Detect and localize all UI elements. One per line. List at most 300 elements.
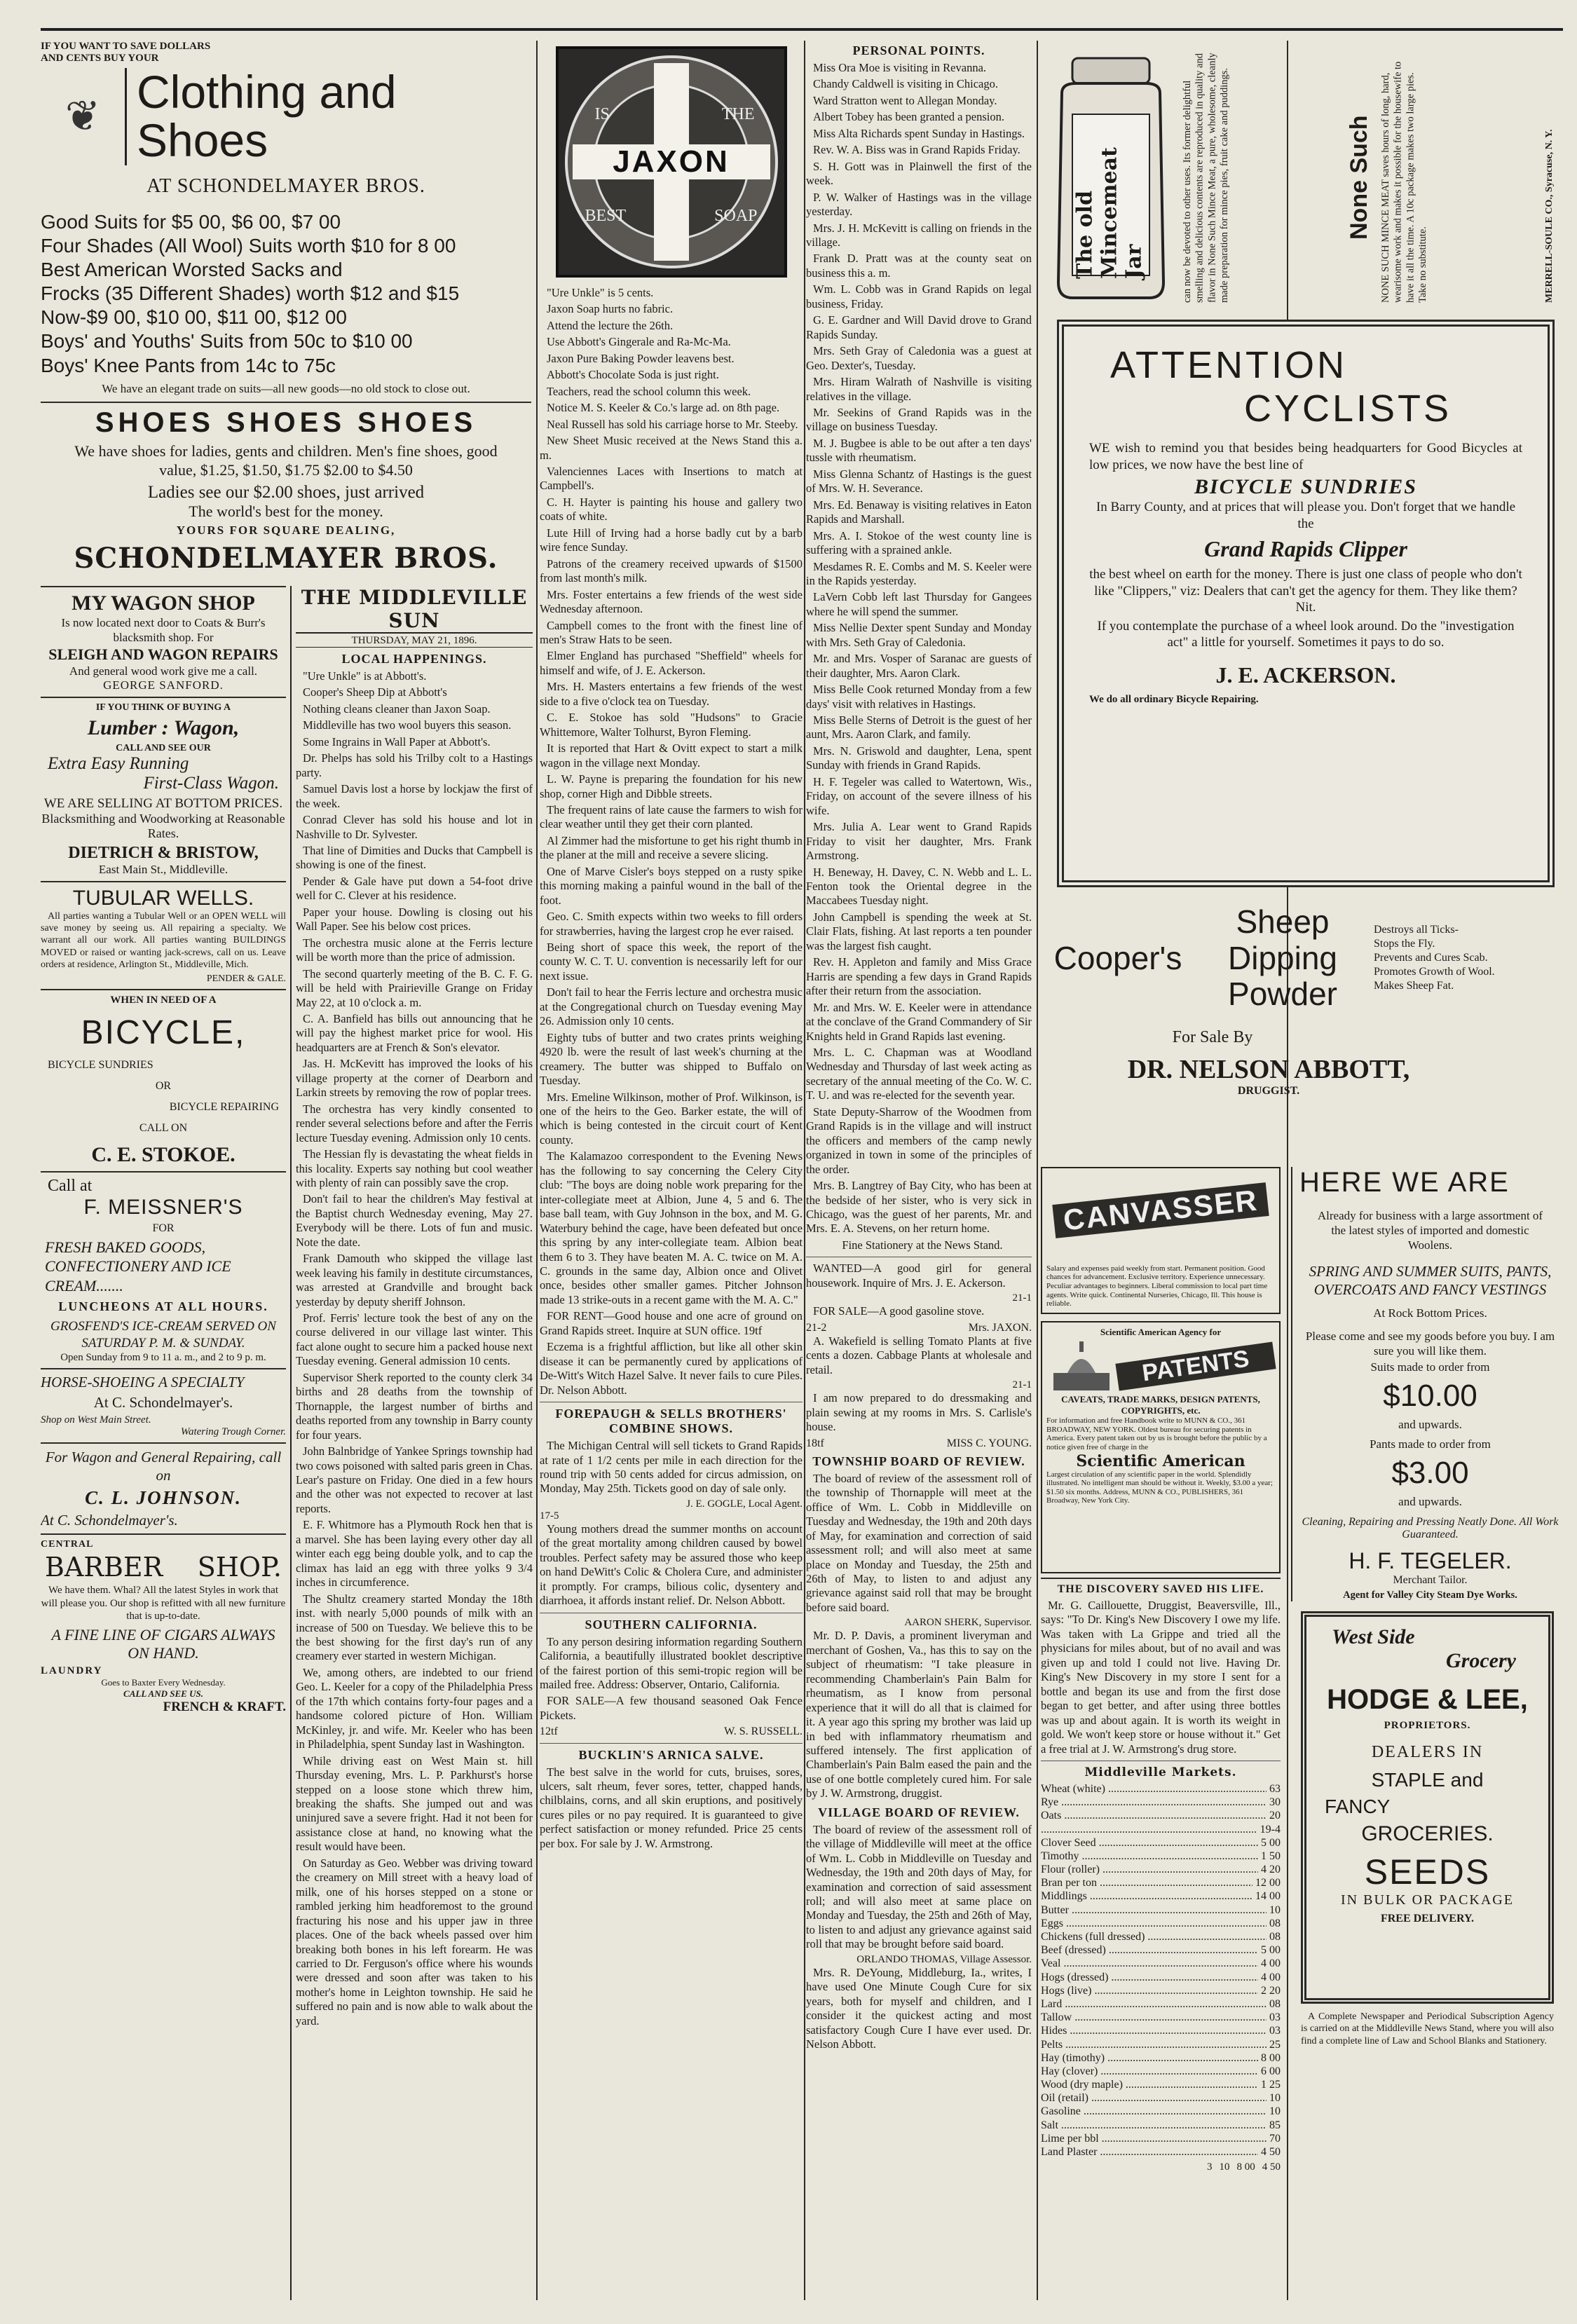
bicycle-intro: WHEN IN NEED OF A: [110, 994, 217, 1006]
tegeler-up-1: and upwards.: [1398, 1417, 1462, 1431]
meissner-name: F. MEISSNER'S: [83, 1195, 243, 1219]
news-item: Being short of space this week, the report of the county W. C. T. U. convention is necessarily left for our next issue.: [540, 941, 803, 983]
market-commodity: Beef (dressed) .....: [1041, 1943, 1258, 1957]
market-row: [1041, 2065, 1281, 2078]
local-item: Conrad Clever has sold his house and lot in Nashville to Dr. Sylvester.: [296, 813, 533, 841]
clothing-signature: SCHONDELMAYER BROS.: [74, 541, 498, 575]
local-item: The Hessian fly is devastating the wheat fields in this locality. Experts say nothing but cool weather with plenty of rain can possibly save the crop.: [296, 1147, 533, 1189]
bicycle-line-1: BICYCLE SUNDRIES: [48, 1058, 153, 1071]
tegeler-tailor: Merchant Tailor.: [1393, 1573, 1468, 1586]
market-price: 5 00: [1261, 1944, 1281, 1957]
market-price: 25: [1269, 2038, 1281, 2051]
shoes-text-2: Ladies see our $2.00 shoes, just arrived: [147, 482, 425, 502]
market-row: [1041, 1823, 1281, 1836]
market-price: 03: [1269, 2025, 1281, 2037]
market-commodity: Bran per ton .....: [1041, 1876, 1252, 1889]
market-price: 08: [1269, 1917, 1281, 1929]
market-price: 12 00: [1255, 1877, 1281, 1889]
shoes-text-3: The world's best for the money.: [189, 502, 383, 520]
market-price: 14 00: [1255, 1890, 1281, 1903]
market-price: 8 00: [1261, 2051, 1281, 2064]
clothing-title: Clothing and: [137, 66, 397, 118]
jaxon-the: THE: [721, 105, 755, 123]
deyoung-text: Mrs. R. DeYoung, Middleburg, Ia., writes, I have used One Minute Cough Cure for six years, both for myself and children, and I consider it the quickest acting and most satisfactory Cough Cure I have ever used. Dr. Nelson Abbott.: [806, 1965, 1032, 2051]
market-extra-nums: [1041, 2161, 1281, 2173]
discovery-text: Mr. G. Caillouette, Druggist, Beaversville, Ill., says: "To Dr. King's New Discovery I owe my life. Was taken with La Grippe and tried all the physicians for miles about, but of no avail and was given up and told I could not live. Having Dr. King's New Discovery in my store I sent for a bottle and began its use and from the first dose began to get better, and after using three bottles was up and about again. It is worth its weight in gold. We won't keep store or house without it." Get a free trial at J. W. Armstrong's drug store.: [1041, 1599, 1281, 1756]
sheep-title-3: Powder: [1228, 976, 1337, 1013]
market-row: [1041, 1809, 1281, 1822]
market-row: [1041, 2024, 1281, 2037]
patents-text-2: Largest circulation of any scientific paper in the world. Splendidly illustrated. No intelligent man should be without it. Weekly, $3.00 a year; $1.50 six months. Address, MUNN & CO., PUBLISHERS, 361 Broadway, New York City.: [1046, 1470, 1273, 1505]
local-item: The orchestra has very kindly consented to render several selections before and after the Ferris lecture Tuesday evening. Admission only 10 cents.: [296, 1102, 533, 1144]
personal-item: Ward Stratton went to Allegan Monday.: [813, 93, 997, 107]
personal-item: G. E. Gardner and Will David drove to Grand Rapids Sunday.: [806, 313, 1032, 341]
price-line: Now-$9 00, $10 00, $11 00, $12 00: [41, 306, 347, 329]
bicycle-line-4: CALL ON: [139, 1121, 188, 1134]
market-row: [1041, 1863, 1281, 1876]
clothing-intro-1: IF YOU WANT TO SAVE DOLLARS: [41, 41, 211, 52]
market-commodity: Chickens (full dressed) .....: [1041, 1930, 1267, 1943]
local-item: Some Ingrains in Wall Paper at Abbott's.: [303, 734, 491, 749]
bicycle-ad: [41, 994, 286, 1167]
market-price: 10: [1269, 2092, 1281, 2105]
grocery-prop: PROPRIETORS.: [1384, 1719, 1471, 1731]
news-item: FOR RENT—Good house and one acre of ground on Grand Rapids street. Inquire at SUN office. 19tf: [540, 1309, 803, 1337]
news-item: Use Abbott's Gingerale and Ra-Mc-Ma.: [547, 335, 731, 349]
market-row: [1041, 1984, 1281, 1997]
market-commodity: Rye .....: [1041, 1796, 1267, 1809]
market-price: 19-4: [1259, 1823, 1281, 1836]
news-item: "Ure Unkle" is 5 cents.: [547, 286, 654, 299]
barber-title-2: SHOP.: [197, 1552, 282, 1583]
market-price: 10: [1269, 1903, 1281, 1916]
tegeler-suits-from: Suits made to order from: [1370, 1360, 1490, 1374]
personal-item: John Campbell is spending the week at St. Clair Flats, fishing. At last reports a ten pounder was the largest fish caught.: [806, 910, 1032, 952]
stationery-text: Fine Stationery at the News Stand.: [842, 1238, 1003, 1252]
market-price: 4 20: [1261, 1864, 1281, 1876]
news-item: Mrs. Foster entertains a few friends of the west side Wednesday afternoon.: [540, 587, 803, 616]
local-item: Cooper's Sheep Dip at Abbott's: [303, 685, 447, 699]
news-item: Campbell comes to the front with the finest line of men's Straw Hats to be seen.: [540, 618, 803, 646]
masthead-date: THURSDAY, MAY 21, 1896.: [296, 635, 533, 648]
personal-item: Albert Tobey has been granted a pension.: [813, 110, 1004, 124]
local-happenings-list: [296, 669, 533, 2028]
market-price: 1 50: [1261, 1850, 1281, 1862]
lumber-address: East Main St., Middleville.: [98, 862, 228, 876]
lumber-line-2: First-Class Wagon.: [143, 773, 279, 793]
personal-item: Miss Ora Moe is visiting in Revanna.: [813, 61, 987, 74]
price-line: Frocks (35 Different Shades) worth $12 and $15: [41, 282, 460, 305]
market-commodity: Oil (retail) .....: [1041, 2091, 1267, 2105]
forepaugh-sign: J. E. GOGLE, Local Agent.: [686, 1498, 803, 1510]
jaxon-ad: [556, 46, 787, 278]
market-row: [1041, 1889, 1281, 1903]
local-item: On Saturday as Geo. Webber was driving toward the creamery on Mill street with a heavy load of milk, one of his horses stepped on a stone or rambled jerking him headforemost to the ground fracturing his nose and his upper jaw in three places. One of the back wheels passed over him breaking both bones in his left forearm. He was carried to Dr. Ferguson's office where his wounds were dressed and soon after was taken to his mother's home in Leighton township. He said he suffered no pain and is now able to walk about the yard.: [296, 1856, 533, 2028]
market-price: 08: [1269, 1997, 1281, 2010]
lumber-wagon-ad: [41, 702, 286, 877]
news-item: Jaxon Pure Baking Powder leavens best.: [547, 351, 735, 365]
local-item: The orchestra music alone at the Ferris lecture will be worth more than the price of admission.: [296, 936, 533, 964]
market-price: 4 00: [1261, 1957, 1281, 1970]
personal-item: Mr. Seekins of Grand Rapids was in the village on business Tuesday.: [806, 405, 1032, 434]
tubular-title: TUBULAR WELLS.: [72, 886, 254, 910]
news-item: Teachers, read the school column this week.: [547, 384, 751, 398]
price-line: Four Shades (All Wool) Suits worth $10 for 8 00: [41, 234, 456, 257]
barber-laundry-text: Goes to Baxter Every Wednesday.: [101, 1676, 226, 1688]
discovery-heading: THE DISCOVERY SAVED HIS LIFE.: [1057, 1583, 1264, 1595]
johnson-name: C. L. JOHNSON.: [85, 1487, 242, 1509]
market-extra-num: 3: [1207, 2161, 1213, 2173]
news-item: Valenciennes Laces with Insertions to match at Campbell's.: [540, 464, 803, 493]
market-row: [1041, 2119, 1281, 2132]
personal-item: Mrs. Ed. Benaway is visiting relatives in Eaton Rapids and Marshall.: [806, 498, 1032, 526]
canvasser-title: CANVASSER: [1052, 1182, 1269, 1238]
meissner-ad: [41, 1177, 286, 1364]
market-row: [1041, 1957, 1281, 1970]
sheep-title-1: Sheep: [1236, 904, 1330, 940]
wagon-shop-ad: [41, 592, 286, 692]
market-commodity: Salt .....: [1041, 2119, 1267, 2132]
column-5-lower: [1291, 1167, 1561, 2300]
village-text: The board of review of the assessment roll of the village of Middleville will meet at the office of Wm. L. Cobb in Middleville on Tuesday and Wednesday, the 19th and 20th days of May, for examination and correction of said assessment roll; and will also meet at same place on Monday and Tuesday, the 25th and 26th of May, to listen to and adjust any grievance against said roll that may be brought before said board.: [806, 1822, 1032, 1951]
market-commodity: Eggs .....: [1041, 1917, 1267, 1930]
news-item: Lute Hill of Irving had a horse badly cut by a barb wire fence Sunday.: [540, 526, 803, 554]
grocery-title-2: Grocery: [1446, 1648, 1516, 1672]
market-price: 30: [1269, 1796, 1281, 1809]
lumber-line-1: Extra Easy Running: [48, 753, 189, 773]
price-line: Good Suits for $5 00, $6 00, $7 00: [41, 210, 341, 233]
wagon-shop-sign: GEORGE SANFORD.: [103, 678, 224, 692]
johnson-line: For Wagon and General Repairing, call on: [45, 1448, 282, 1484]
sheep-use: Prevents and Cures Scab.: [1374, 952, 1488, 964]
tubular-wells-ad: [41, 887, 286, 985]
market-row: [1041, 2051, 1281, 2065]
personal-item: State Deputy-Sharrow of the Woodmen from Grand Rapids is in the village and will instruct the officers and members of the camp newly organized in town in some of the principles of the order.: [806, 1105, 1032, 1176]
news-item: The Kalamazoo correspondent to the Evening News has the following to say concerning the Celery City club: "The boys are doing noble work preparing for the inter-collegiate meet at Albion, June 4, 5 and 6. The base ball team, with Guy Johnson in the box, and M. G. Waterbury behind the cage, have been defeated but once this spring by any inter-collegiate team. Albion beat them 6 to 3. They have beaten M. A. C. twice on M. A. C. grounds in the same day, Albion once and Olivet once, besides other smaller games. Pitcher Johnson made 13 strike-outs in a recent game with the M. A. C.": [540, 1149, 803, 1306]
forepaugh-text: The Michigan Central will sell tickets to Grand Rapids at rate of 1 1/2 cents per mile in each direction for the round trip with 50 cents added for circus admission, on Monday, May 25th. Tickets good on day of sale only.: [540, 1439, 803, 1496]
township-text: The board of review of the assessment roll of the township of Thornapple will meet at the office of Wm. L. Cobb in Middleville on Tuesday and Wednesday, the 19th and 20th days of May, for examination and correction of said assessment roll; and will also meet at same place on Monday and Tuesday, the 25th and 26th of May, to listen to and adjust any grievance against said roll that may be brought before said board.: [806, 1471, 1032, 1614]
lumber-work: Blacksmithing and Woodworking at Reasonable Rates.: [41, 811, 285, 840]
johnson-ad: [41, 1448, 286, 1530]
local-item: The second quarterly meeting of the B. C. F. G. will be held with Prairieville Grange on Friday May 22, at 10 o'clock a. m.: [296, 966, 533, 1009]
column-rule-3: [1037, 41, 1038, 2300]
horseshoe-watering: Watering Trough Corner.: [180, 1426, 286, 1437]
price-line: Best American Worsted Sacks and: [41, 258, 343, 280]
market-row: [1041, 1876, 1281, 1889]
meissner-ice: GROSFEND'S ICE-CREAM SERVED ON SATURDAY P. M. & SUNDAY.: [50, 1319, 276, 1351]
lumber-intro: IF YOU THINK OF BUYING A: [95, 702, 231, 713]
news-item: Mrs. Emeline Wilkinson, mother of Prof. Wilkinson, is one of the heirs to the Geo. Barker estate, the will of which is being contested in the circuit court of Kent county.: [540, 1090, 803, 1147]
news-item: Al Zimmer had the misfortune to get his right thumb in the planer at the mill and receive a severe slicing.: [540, 833, 803, 862]
tegeler-price-2: $3.00: [1391, 1455, 1469, 1490]
personal-item: Mrs. Julia A. Lear went to Grand Rapids Friday to visit her daughter, Mrs. Frank Armstrong.: [806, 820, 1032, 863]
jaxon-word: JAXON: [613, 144, 730, 179]
market-commodity: Hogs (dressed) .....: [1041, 1971, 1258, 1984]
column-2: [540, 43, 803, 2300]
market-commodity: [1041, 1823, 1257, 1836]
lumber-title: Lumber : Wagon,: [87, 716, 240, 739]
personal-item: Frank D. Pratt was at the county seat on business this a. m.: [806, 252, 1032, 280]
wagon-shop-text-2: And general wood work give me a call.: [69, 664, 258, 678]
mincemeat-jar-title: The old Mincemeat Jar: [1072, 147, 1147, 279]
local-item: Dr. Phelps has sold his Trilby colt to a Hastings party.: [296, 751, 533, 779]
market-row: [1041, 1850, 1281, 1863]
bicycle-title: BICYCLE,: [81, 1013, 246, 1051]
news-item: L. W. Payne is preparing the foundation for his new shop, corner High and Dibble streets.: [540, 772, 803, 800]
sheep-druggist: DRUGGIST.: [1237, 1084, 1300, 1097]
wanted-num: 21-1: [1012, 1292, 1032, 1304]
market-extra-num: 10: [1219, 2161, 1230, 2173]
sheep-brand: Cooper's: [1053, 940, 1182, 977]
meissner-call: Call at: [48, 1176, 93, 1195]
tegeler-price-1: $10.00: [1383, 1378, 1477, 1413]
horseshoe-title: HORSE-SHOEING A SPECIALTY: [41, 1373, 245, 1390]
dress-num: 18tf: [806, 1437, 824, 1449]
market-price: 85: [1269, 2119, 1281, 2131]
local-item: The Shultz creamery started Monday the 18th inst. with nearly 5,000 pounds of milk with an increase of 500 on Tuesday. We believe this to be the best showing for the first day's run of any creamery ever started in western Michigan.: [296, 1592, 533, 1663]
market-commodity: Veal .....: [1041, 1957, 1258, 1970]
markets-heading: Middleville Markets.: [1084, 1765, 1237, 1779]
meissner-hours: Open Sunday from 9 to 11 a. m., and 2 to 9 p. m.: [60, 1351, 266, 1363]
market-price: 4 00: [1261, 1971, 1281, 1983]
personal-item: Mrs. B. Langtrey of Bay City, who has been at the bedside of her sister, who is very sick in Chicago, was the guest of her parents, Mr. and Mrs. E. A. Stevens, on her return home.: [806, 1179, 1032, 1236]
forepaugh-heading: FOREPAUGH & SELLS BROTHERS' COMBINE SHOWS.: [555, 1407, 787, 1436]
mincemeat-ad: [1044, 48, 1559, 307]
price-line: Boys' Knee Pants from 14c to 75c: [41, 354, 336, 376]
horseshoe-at: At C. Schondelmayer's.: [93, 1393, 233, 1411]
personal-item: LaVern Cobb left last Thursday for Gangees where he will spend the summer.: [806, 590, 1032, 618]
market-row: [1041, 1796, 1281, 1809]
market-row: [1041, 2091, 1281, 2105]
personal-item: Miss Alta Richards spent Sunday in Hastings.: [813, 126, 1025, 140]
jaxon-soap: SOAP: [714, 207, 758, 225]
horseshoe-shop: Shop on West Main Street.: [41, 1414, 151, 1426]
patents-title: Scientific American Agency for: [1100, 1327, 1222, 1337]
sheep-use: Makes Sheep Fat.: [1374, 980, 1454, 992]
cyclists-text-2: In Barry County, and at prices that will please you. Don't forget that we handle the: [1095, 500, 1516, 531]
meissner-lunch: LUNCHEONS AT ALL HOURS.: [58, 1299, 268, 1314]
col2-items: [540, 286, 803, 1397]
news-item: Attend the lecture the 26th.: [547, 318, 674, 332]
market-commodity: Hay (clover) .....: [1041, 2065, 1258, 2078]
patents-ad: [1041, 1321, 1281, 1573]
sheep-use: Destroys all Ticks-: [1374, 924, 1459, 936]
market-commodity: Hay (timothy) .....: [1041, 2051, 1258, 2065]
grocery-delivery: FREE DELIVERY.: [1380, 1912, 1475, 1925]
cyclists-sundries: BICYCLE SUNDRIES: [1194, 475, 1417, 499]
local-item: That line of Dimities and Ducks that Campbell is showing is one of the finest.: [296, 843, 533, 872]
barber-title-1: BARBER: [45, 1552, 163, 1583]
personal-item: Miss Belle Sterns of Detroit is the guest of her aunt, Mrs. Aaron Clark, and family.: [806, 713, 1032, 741]
jaxon-best: BEST: [585, 207, 627, 225]
jaxon-is: IS: [594, 105, 610, 123]
news-item: C. H. Hayter is painting his house and gallery two coats of white.: [540, 495, 803, 524]
personal-item: Mesdames R. E. Combs and M. S. Keeler were in the Rapids yesterday.: [806, 559, 1032, 587]
capitol-icon: [1046, 1338, 1117, 1394]
market-price: 6 00: [1261, 2065, 1281, 2077]
column-rule-1: [536, 41, 538, 2300]
cyclists-clipper: Grand Rapids Clipper: [1204, 536, 1407, 562]
personal-item: Chandy Caldwell is visiting in Chicago.: [813, 77, 998, 91]
market-row: [1041, 1836, 1281, 1850]
personal-item: Rev. H. Appleton and family and Miss Grace Harris are spending a few days in Grand Rapids after their return from the association.: [806, 955, 1032, 998]
market-commodity: Oats .....: [1041, 1809, 1267, 1822]
price-line: Boys' and Youths' Suits from 50c to $10 00: [41, 330, 413, 353]
clothing-yours: YOURS FOR SQUARE DEALING,: [176, 523, 396, 537]
bicycle-line-2: OR: [155, 1079, 172, 1092]
market-commodity: Hogs (live) .....: [1041, 1984, 1258, 1997]
top-rule: [41, 28, 1563, 31]
bicycle-name: C. E. STOKOE.: [91, 1142, 235, 1166]
barber-central: CENTRAL: [41, 1539, 94, 1550]
personal-item: Mrs. N. Griswold and daughter, Lena, spent Sunday with friends in Grand Rapids.: [806, 744, 1032, 772]
personal-item: H. F. Tegeler was called to Watertown, Wis., Friday, on account of the severe illness of his wife.: [806, 774, 1032, 817]
personal-item: Mrs. L. C. Chapman was at Woodland Wednesday and Thursday of last week acting as secretary of the annual meeting of the Co. W. C. T. U. and was re-elected for the seventh year.: [806, 1046, 1032, 1102]
dress-sign: MISS C. YOUNG.: [946, 1437, 1032, 1449]
wagon-shop-text: Is now located next door to Coats & Burr's blacksmith shop. For: [61, 616, 266, 645]
local-item: E. F. Whitmore has a Plymouth Rock hen that is a marvel. She has been laying every other day all winter each egg being double yolk, and to cap the climax has laid an egg with three yolks 9 3/4 inches in circumference.: [296, 1518, 533, 1590]
patents-sub: CAVEATS, TRADE MARKS, DESIGN PATENTS, COPYRIGHTS, etc.: [1061, 1394, 1260, 1416]
sheep-title-2: Dipping: [1228, 939, 1337, 976]
sheep-forsale: For Sale By: [1172, 1027, 1253, 1046]
market-row: [1041, 2011, 1281, 2024]
column-4-lower: [1041, 1167, 1281, 2300]
news-item: It is reported that Hart & Ovitt expect to start a milk wagon in the village next Monday.: [540, 741, 803, 770]
meissner-for: FOR: [152, 1222, 175, 1234]
market-commodity: Lard .....: [1041, 1997, 1267, 2011]
tegeler-text: Already for business with a large assortment of the latest styles of imported and domestic Woolens.: [1317, 1209, 1543, 1252]
cyclists-repair: We do all ordinary Bicycle Repairing.: [1089, 693, 1259, 705]
news-item: Eighty tubs of butter and two crates prints weighing 4920 lb. were the result of last week's churning at the creamery. The butter was shipped to Buffalo on Tuesday.: [540, 1030, 803, 1088]
market-price: 20: [1269, 1810, 1281, 1822]
local-happenings-heading: LOCAL HAPPENINGS.: [341, 652, 487, 666]
tubular-sign: PENDER & GALE.: [206, 973, 286, 984]
personal-item: Mrs. J. H. McKevitt is calling on friends in the village.: [806, 221, 1032, 249]
news-item: Mrs. H. Masters entertains a few friends of the west side to a five o'clock tea on Tuesday.: [540, 680, 803, 708]
news-item: C. E. Stokoe has sold "Hudsons" to Gracie Whittemore, Walter Tolhurst, Byron Fleming.: [540, 711, 803, 739]
grocery-seeds: SEEDS: [1364, 1852, 1491, 1892]
market-row: [1041, 1917, 1281, 1930]
tegeler-come: Please come and see my goods before you buy. I am sure you will like them.: [1305, 1329, 1555, 1358]
market-price: 5 00: [1261, 1836, 1281, 1849]
local-item: "Ure Unkle" is at Abbott's.: [303, 669, 427, 683]
mincemeat-brand: None Such: [1346, 115, 1372, 240]
tegeler-pants: Pants made to order from: [1370, 1437, 1491, 1451]
grocery-groceries: GROCERIES.: [1361, 1821, 1494, 1845]
pickets-sign: W. S. RUSSELL.: [724, 1725, 803, 1738]
wanted-text: WANTED—A good girl for general housework. Inquire of Mrs. J. E. Ackerson.: [806, 1262, 1032, 1290]
cyclists-sign: J. E. ACKERSON.: [1215, 662, 1396, 688]
column-1: [41, 586, 286, 2300]
news-item: The frequent rains of late cause the farmers to wish for clear weather until they get their corn planted.: [540, 802, 803, 831]
wagon-shop-special: SLEIGH AND WAGON REPAIRS: [48, 645, 278, 663]
personal-item: Mrs. Seth Gray of Caledonia was a guest at Geo. Dexter's, Tuesday.: [806, 344, 1032, 372]
forepaugh-num: 17-5: [540, 1510, 559, 1522]
pickets-num: 12tf: [540, 1725, 558, 1738]
personal-item: H. Beneway, H. Davey, C. N. Webb and L. L. Fenton took the Oriental degree in the Maccabees Tuesday night.: [806, 865, 1032, 908]
local-item: We, among others, are indebted to our friend Geo. L. Keeler for a copy of the Philadelphia Press of the 17th which contains forty-four pages and a handsome colored picture of Hon. William McKinley, jr. and wife. Mr. Keeler who has been in Philadelphia, spent Sunday last in Washington.: [296, 1665, 533, 1751]
cyclists-text-3: the best wheel on earth for the money. There is just one class of people who don't like "Clippers," viz: Dealers that can't get the agency for them. They like them? Nit.: [1089, 567, 1522, 615]
lumber-selling: WE ARE SELLING AT BOTTOM PRICES.: [43, 795, 283, 811]
patents-paper: Scientific American: [1076, 1451, 1245, 1470]
local-item: Pender & Gale have put down a 54-foot drive well for C. Clever at his residence.: [296, 874, 533, 903]
sheep-use: Stops the Fly.: [1374, 938, 1435, 950]
subscription-text: A Complete Newspaper and Periodical Subscription Agency is carried on at the Middleville News Stand, where you will also find a complete line of Law and School Blanks and Stationery.: [1301, 2011, 1554, 2046]
mincemeat-maker: MERRELL-SOULE CO., Syracuse, N. Y.: [1544, 129, 1555, 303]
market-commodity: Wheat (white) .....: [1041, 1782, 1267, 1796]
socal-text: To any person desiring information regarding Southern California, a beautifully illustrated booklet descriptive of the fairest portion of this semi-tropic region will be mailed free. Address: Observer, Ontario, California.: [540, 1634, 803, 1691]
arnica-heading: BUCKLIN'S ARNICA SALVE.: [578, 1747, 764, 1762]
cyclists-title-2: CYCLISTS: [1243, 388, 1452, 430]
village-sign: ORLANDO THOMAS, Village Assessor.: [856, 1953, 1032, 1965]
local-item: Paper your house. Dowling is closing out his Wall Paper. See his below cost prices.: [296, 905, 533, 934]
market-commodity: Pelts .....: [1041, 2038, 1267, 2051]
sheep-dealer: DR. NELSON ABBOTT,: [1127, 1054, 1410, 1084]
village-heading: VILLAGE BOARD OF REVIEW.: [818, 1805, 1020, 1819]
market-extra-num: 8 00: [1236, 2161, 1255, 2173]
patents-word: PATENTS: [1115, 1341, 1276, 1390]
market-row: [1041, 1971, 1281, 1984]
market-commodity: Land Plaster .....: [1041, 2145, 1258, 2159]
tegeler-title: HERE WE ARE: [1299, 1167, 1510, 1198]
township-heading: TOWNSHIP BOARD OF REVIEW.: [812, 1454, 1025, 1468]
market-row: [1041, 2105, 1281, 2118]
market-commodity: Wood (dry maple) .....: [1041, 2078, 1258, 2091]
sheep-use: Promotes Growth of Wool.: [1374, 966, 1495, 978]
grocery-title-1: West Side: [1332, 1625, 1415, 1648]
plants-num: 21-1: [1012, 1379, 1032, 1391]
tegeler-cleaning: Cleaning, Repairing and Pressing Neatly Done. All Work Guaranteed.: [1302, 1515, 1559, 1540]
market-row: [1041, 1782, 1281, 1796]
local-column: [290, 586, 533, 2300]
news-item: New Sheet Music received at the News Stand this a. m.: [540, 434, 803, 462]
personal-item: Mrs. A. I. Stokoe of the west county line is suffering with a sprained ankle.: [806, 528, 1032, 557]
grocery-bulk: IN BULK OR PACKAGE: [1341, 1892, 1514, 1908]
local-item: Supervisor Sherk reported to the county clerk 34 births and 28 deaths from the township of Thornapple, the largest number of births and deaths reported from any township in Barry county for four years.: [296, 1370, 533, 1442]
grocery-fancy: FANCY: [1325, 1795, 1391, 1817]
news-item: One of Marve Cisler's boys stepped on a rusty spike this morning making a painful wound in the ball of the foot.: [540, 864, 803, 907]
clothing-intro-2: AND CENTS BUY YOUR: [41, 52, 159, 64]
market-commodity: Butter .....: [1041, 1903, 1267, 1917]
personal-points-heading: PERSONAL POINTS.: [852, 43, 985, 57]
market-row: [1041, 1930, 1281, 1943]
market-price: 2 20: [1261, 1984, 1281, 1997]
clothing-price-list: [41, 210, 531, 378]
market-commodity: Gasoline .....: [1041, 2105, 1267, 2118]
grocery-staple: STAPLE and: [1371, 1768, 1484, 1791]
tegeler-name: H. F. TEGELER.: [1349, 1547, 1512, 1573]
johnson-at: At C. Schondelmayer's.: [41, 1512, 178, 1529]
markets-table: [1041, 1782, 1281, 2173]
barber-cigars: A FINE LINE OF CIGARS ALWAYS ON HAND.: [51, 1625, 275, 1662]
township-sign: AARON SHERK, Supervisor.: [904, 1617, 1032, 1629]
clothing-where: AT SCHONDELMAYER BROS.: [146, 175, 425, 197]
market-extra-num: 4 50: [1262, 2161, 1281, 2173]
plants-text: A. Wakefield is selling Tomato Plants at five cents a dozen. Cabbage Plants at wholesale and retail.: [806, 1334, 1032, 1376]
news-item: Elmer England has purchased "Sheffield" wheels for himself and wife, of J. E. Ackerson.: [540, 649, 803, 677]
market-commodity: Flour (roller) .....: [1041, 1863, 1258, 1876]
personal-points-list: [806, 61, 1032, 1236]
local-item: Prof. Ferris' lecture took the best of any on the course delivered in our village last winter. This fact alone ought to secure him a packed house next Tuesday evening. General admission 10 cents.: [296, 1311, 533, 1368]
clothing-note: We have an elegant trade on suits—all new goods—no old stock to close out.: [102, 381, 470, 395]
bicycle-line-3: BICYCLE REPAIRING: [169, 1100, 279, 1113]
market-commodity: Lime per bbl .....: [1041, 2132, 1267, 2145]
ornament-icon: ❦: [64, 93, 101, 140]
grocery-ad: [1301, 1611, 1554, 2004]
horseshoe-ad: [41, 1374, 286, 1438]
tegeler-suits: SPRING AND SUMMER SUITS, PANTS, OVERCOATS AND FANCY VESTINGS: [1309, 1263, 1552, 1299]
market-commodity: Tallow .....: [1041, 2011, 1267, 2024]
